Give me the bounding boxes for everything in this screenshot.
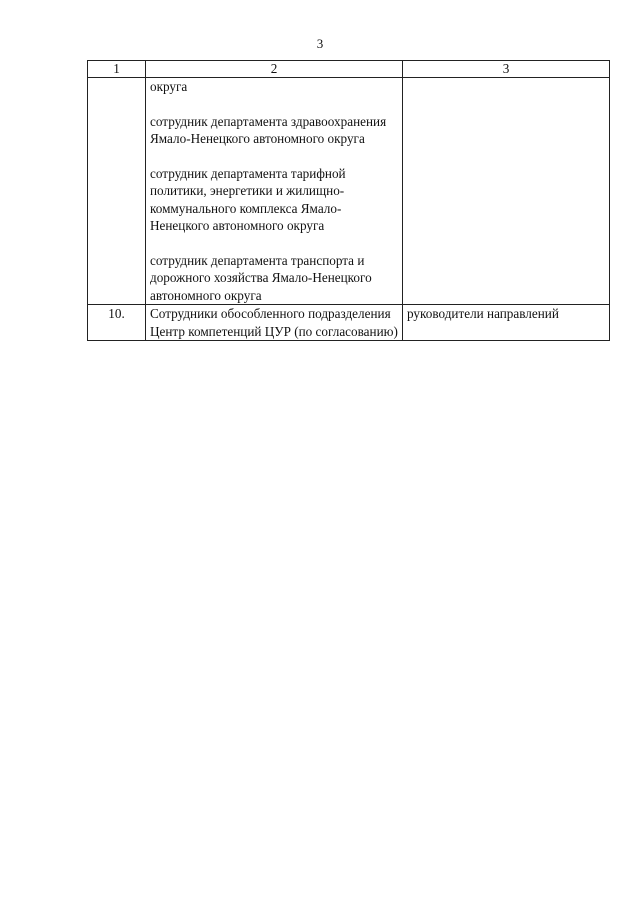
participant-entry: сотрудник департамента здравоохранения Ямало-Ненецкого автономного округа (150, 113, 387, 146)
responsible-cell: руководители направлений (403, 305, 610, 341)
table-row (88, 78, 610, 305)
document-table (87, 60, 610, 341)
responsible-cell (403, 78, 610, 305)
participants-cell (146, 305, 403, 341)
row-number-cell (88, 78, 146, 305)
table-header-row (88, 61, 610, 78)
participant-entry: сотрудник департамента транспорта и дорожного хозяйства Ямало-Ненецкого автономного округа (150, 252, 372, 303)
participant-entry: округа (150, 79, 188, 94)
participants-cell (146, 78, 403, 305)
column-header-1: 1 (88, 61, 146, 78)
page-number: 3 (316, 36, 324, 51)
participant-entry: сотрудник департамента тарифной политики, энергетики и жилищно-коммунального комплекса Ямало-Ненецкого автономного округа (150, 165, 346, 233)
column-header-3: 3 (403, 61, 610, 78)
participant-entry: Сотрудники обособленного подразделения Центр компетенций ЦУР (по согласованию) (150, 306, 398, 339)
row-number-cell: 10. (88, 305, 146, 341)
column-header-2: 2 (146, 61, 403, 78)
table-row (88, 305, 610, 341)
